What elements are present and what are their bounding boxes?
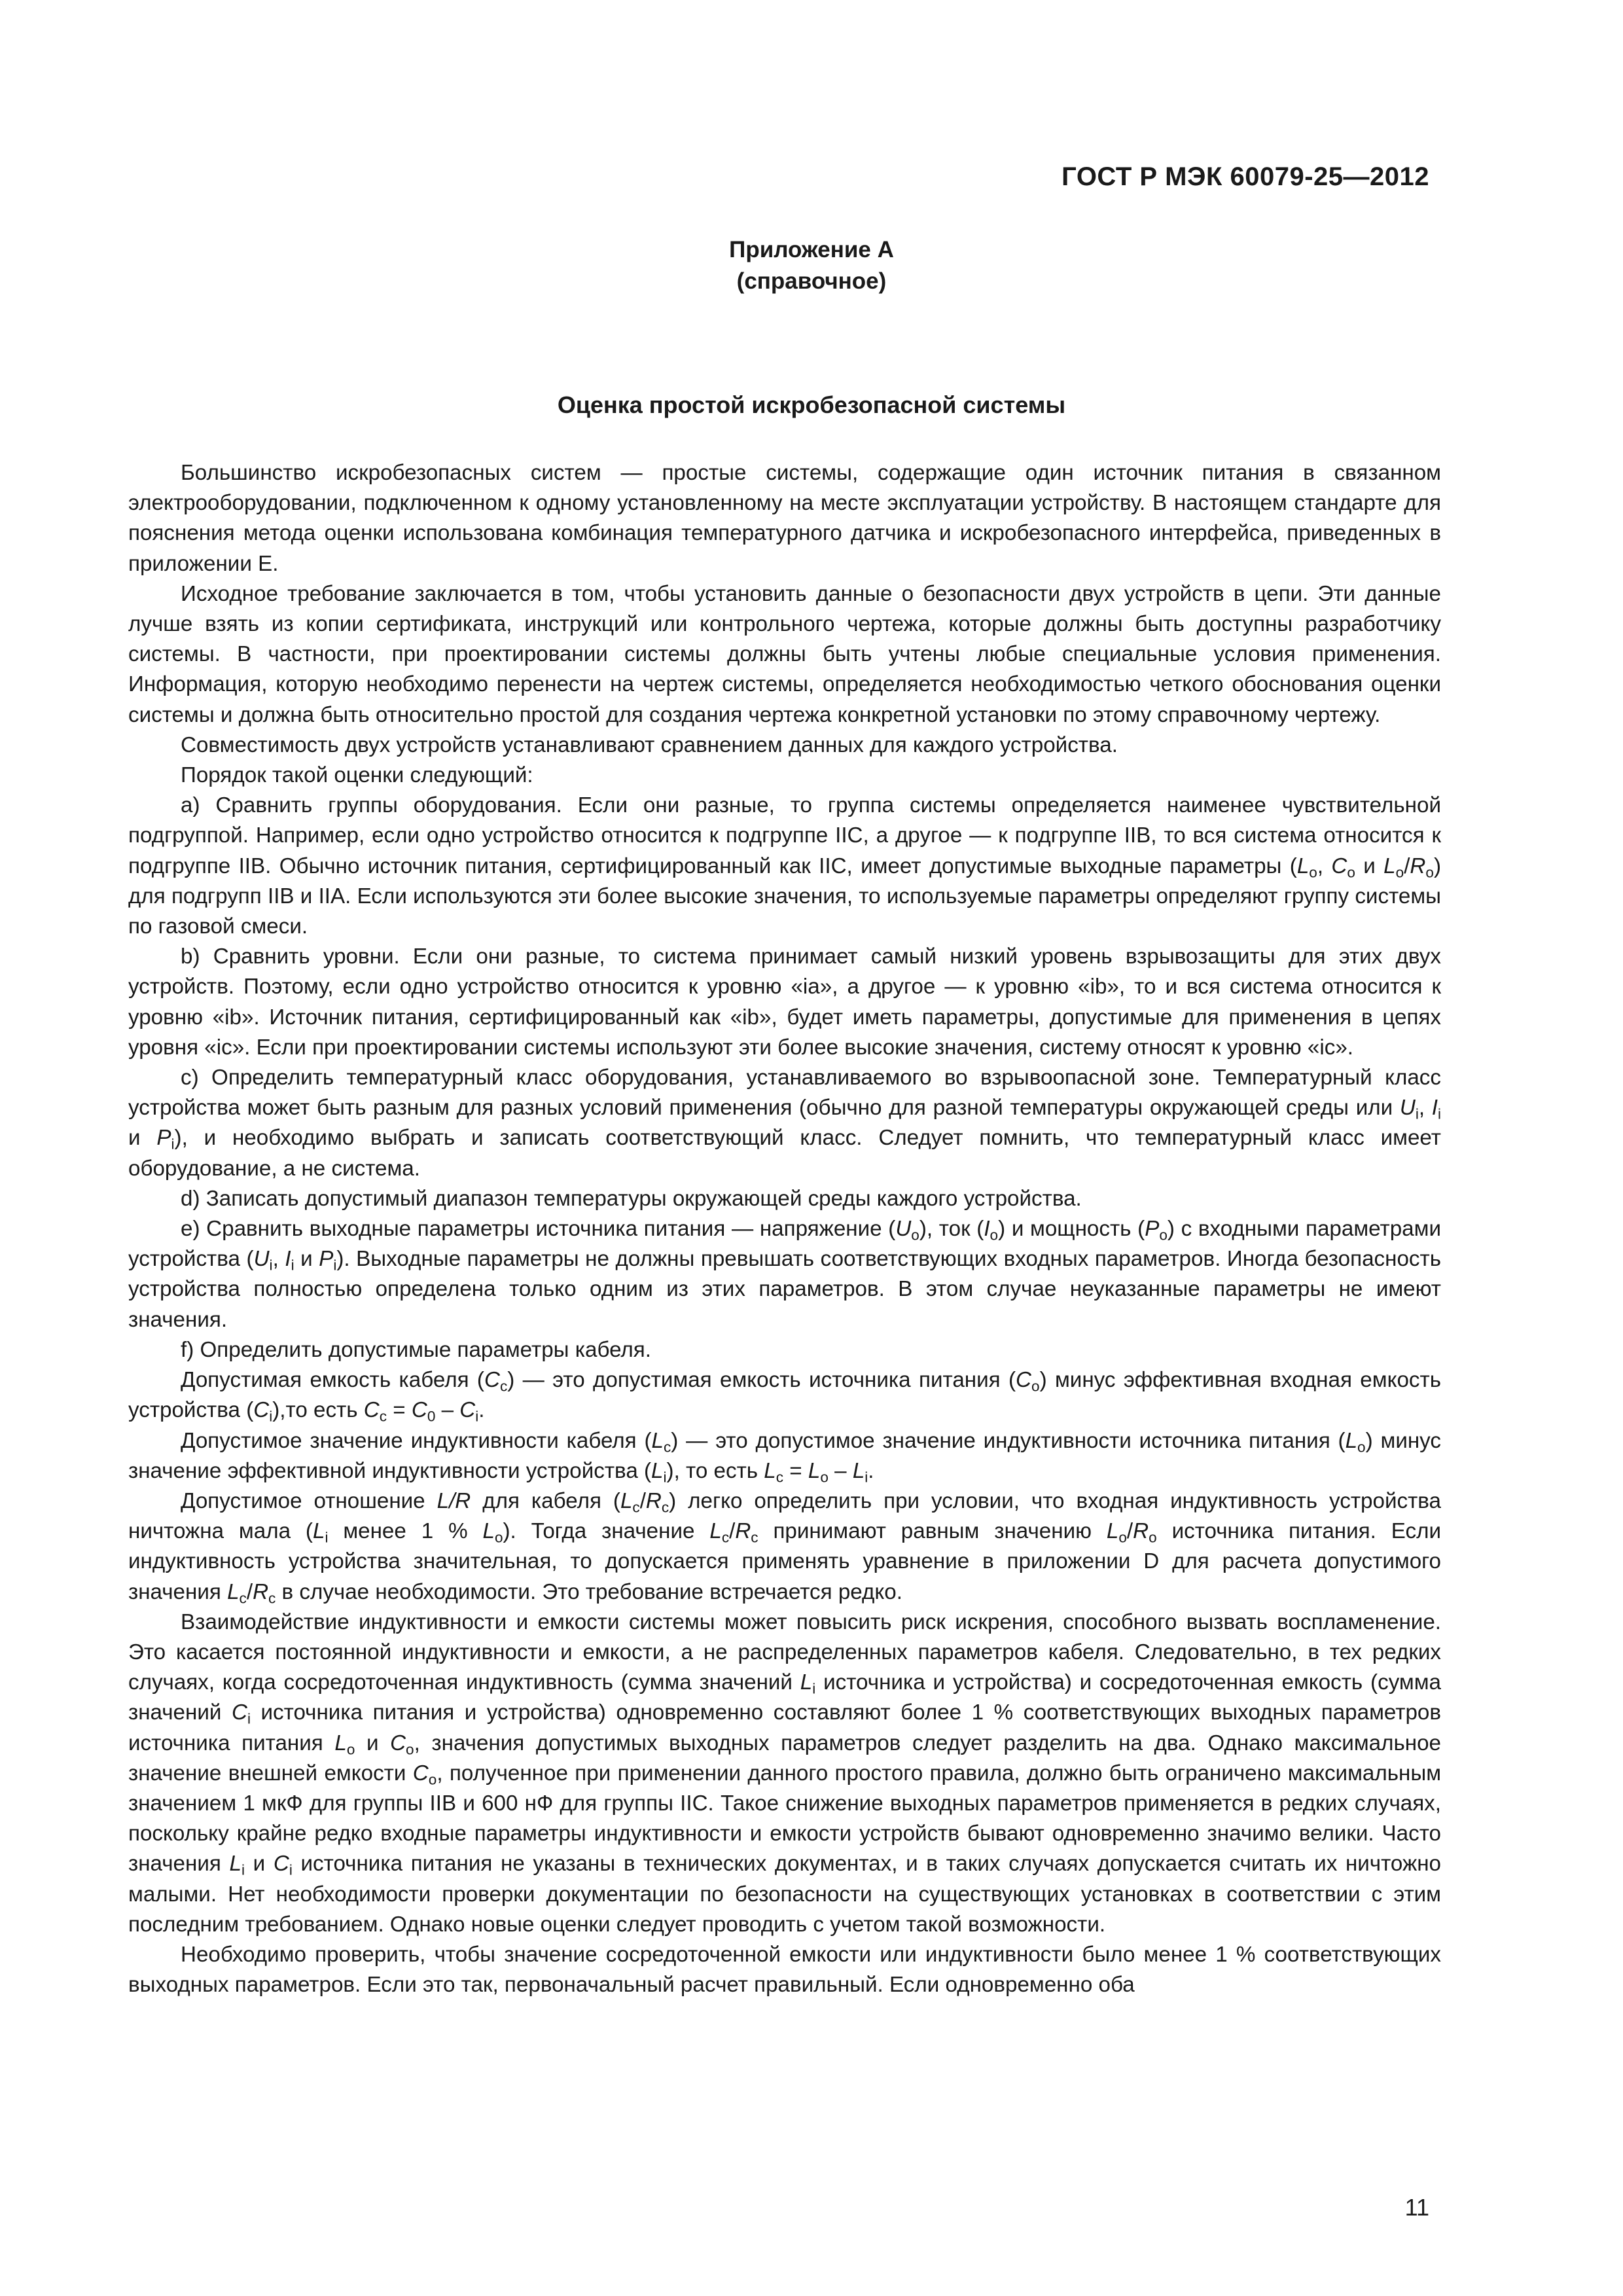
math-symbol: L	[1383, 853, 1396, 878]
math-symbol: P	[319, 1247, 334, 1272]
text-run: ) для подгрупп IIB и IIA. Если используются эти более высокие значения, то используемые параметры определяют группу системы по газовой смеси.	[128, 853, 1442, 939]
paragraph	[128, 1063, 1441, 1184]
text-run: источника питания не указаны в технических документах, и в таких случаях допускается считать их ничтожно малыми. Нет необходимости проверки документации по безопасности на существующих установках в соответствии с этим последним требованием. Однако новые оценки следует проводить с учетом такой возможности.	[128, 1852, 1441, 1937]
subscript: o	[1357, 1438, 1366, 1455]
math-symbol: I	[1431, 1096, 1438, 1121]
math-symbol: C	[231, 1700, 247, 1725]
text-run: для кабеля (	[471, 1488, 620, 1513]
math-symbol: C	[1016, 1368, 1031, 1393]
text-run: источника и устройства) и сосредоточенная емкость (сумма значений	[128, 1670, 1442, 1725]
math-symbol: L	[227, 1579, 240, 1604]
text-run: /	[1404, 853, 1410, 878]
math-symbol: L	[651, 1458, 664, 1483]
text-run: и	[245, 1852, 274, 1876]
subscript: i	[812, 1680, 816, 1697]
text-run: Допустимое отношение	[181, 1488, 437, 1513]
paragraph	[128, 791, 1441, 942]
text-run: /	[246, 1579, 253, 1604]
subscript: c	[239, 1589, 247, 1606]
subscript: i	[865, 1469, 868, 1486]
text-run: b) Сравнить уровни. Если они разные, то система принимает самый низкий уровень взрывозащиты для этих двух устройств. Поэтому, если одно устройство относится к уровню «ia», а другое — к уровню «ib», то и вся система относится к уровню «ib». Источник питания, сертифицированный как «ib», будет иметь параметры, допустимые для применения в цепях уровня «ic». Если при проектировании системы используют эти более высокие значения, систему относят к уровню «ic».	[128, 944, 1441, 1060]
text-run: /	[729, 1519, 736, 1544]
text-run: ) легко определить при условии, что входная индуктивность устройства ничтожна мала (	[128, 1488, 1442, 1544]
subscript: o	[346, 1740, 355, 1757]
math-symbol: L	[1106, 1519, 1119, 1544]
subscript: o	[911, 1227, 919, 1244]
paragraph	[128, 1214, 1441, 1335]
text-run: ),то есть	[272, 1398, 364, 1423]
subscript: o	[1031, 1378, 1040, 1395]
subscript: o	[1159, 1227, 1168, 1244]
subscript: i	[289, 1861, 293, 1878]
subscript: i	[475, 1408, 479, 1425]
text-run: , полученное при применении данного простого правила, должно быть ограничено максимальным значением 1 мкФ для группы IIB и 600 нФ для группы IIC. Такое снижение выходных параметров применяется в редких случаях, поскольку крайне редко входные параметры индуктивности и емкости устройств бывают одновременно значимо велики. Часто значения	[128, 1761, 1442, 1876]
text-run: =	[783, 1458, 808, 1483]
paragraph	[128, 458, 1441, 579]
text-run: =	[387, 1398, 412, 1423]
subscript: o	[1425, 863, 1434, 880]
subscript: i	[325, 1529, 329, 1546]
subscript: i	[663, 1469, 667, 1486]
text-run: источника питания и устройства) одновременно составляют более 1 % соответствующих выходных параметров источника питания	[128, 1700, 1441, 1755]
text-run: ), ток (	[919, 1217, 984, 1242]
math-symbol: C	[459, 1398, 476, 1423]
text-run: –	[435, 1398, 460, 1423]
subscript: i	[171, 1136, 175, 1153]
subscript: c	[268, 1589, 276, 1606]
math-symbol: L	[709, 1519, 722, 1544]
subscript: c	[661, 1499, 669, 1516]
math-symbol: C	[1331, 853, 1347, 878]
math-symbol: L	[1296, 853, 1310, 878]
subscript: c	[721, 1529, 730, 1546]
subscript: c	[632, 1499, 640, 1516]
text-run: источника питания. Если индуктивность устройства значительная, то допускается применять уравнение в приложении D для расчета допустимого значения	[128, 1519, 1441, 1604]
text-run: ) минус значение эффективной индуктивности устройства (	[128, 1428, 1441, 1483]
body-text	[128, 458, 1441, 2000]
math-symbol: L	[651, 1428, 664, 1453]
text-run: Допустимое значение индуктивности кабеля (	[181, 1428, 652, 1453]
subscript: c	[664, 1438, 671, 1455]
paragraph	[128, 730, 1441, 761]
math-symbol: P	[1145, 1217, 1160, 1242]
subscript: i	[247, 1710, 251, 1727]
text-run: ,	[1418, 1096, 1432, 1121]
subscript: i	[1437, 1105, 1441, 1122]
math-symbol: R	[253, 1579, 269, 1604]
paragraph	[128, 1607, 1441, 1940]
math-symbol: L	[852, 1458, 865, 1483]
text-run: ). Тогда значение	[503, 1519, 710, 1544]
text-run: Допустимая емкость кабеля (	[181, 1368, 484, 1393]
subscript: o	[428, 1771, 437, 1788]
math-symbol: L	[808, 1458, 821, 1483]
text-run: ) минус эффективная входная емкость устройства (	[128, 1368, 1441, 1423]
math-symbol: P	[156, 1126, 171, 1151]
subscript: o	[1118, 1529, 1127, 1546]
text-run: ), то есть	[666, 1458, 764, 1483]
text-run: .	[868, 1458, 874, 1483]
text-run: Большинство искробезопасных систем — простые системы, содержащие один источник питания в связанном электрооборудовании, подключенном к одному установленному на месте эксплуатации устройству. В настоящем стандарте для пояснения метода оценки использована комбинация температурного датчика и искробезопасного интерфейса, приведенных в приложении Е.	[128, 461, 1441, 576]
text-run: e) Сравнить выходные параметры источника питания — напряжение (	[181, 1217, 896, 1242]
math-symbol: L	[229, 1852, 241, 1876]
text-run: принимают равным значению	[758, 1519, 1107, 1544]
paragraph	[128, 579, 1441, 730]
math-symbol: U	[1399, 1096, 1416, 1121]
text-run: ). Выходные параметры не должны превышать соответствующих входных параметров. Иногда безопасность устройства полностью определена только одним из этих параметров. В этом случае неуказанные параметры не имеют значения.	[128, 1247, 1442, 1332]
text-run: .	[478, 1398, 485, 1423]
subscript: i	[241, 1861, 245, 1878]
text-run: а) Сравнить группы оборудования. Если они разные, то группа системы определяется наименее чувствительной подгруппой. Например, если одно устройство относится к подгруппе IIC, а другое — к подгруппе IIB, то вся система относится к подгруппе IIB. Обычно источник питания, сертифицированный как IIC, имеет допустимые выходные параметры (	[128, 793, 1441, 878]
subscript: i	[269, 1257, 273, 1274]
paragraph	[128, 1426, 1441, 1486]
text-run: Необходимо проверить, чтобы значение сосредоточенной емкости или индуктивности было менее 1 % соответствующих выходных параметров. Если это так, первоначальный расчет правильный. Если одновременно оба	[128, 1942, 1441, 1998]
subscript: o	[1149, 1529, 1157, 1546]
math-symbol: L	[482, 1519, 495, 1544]
text-run: ,	[1317, 853, 1332, 878]
text-run: ) — это допустимое значение индуктивности источника питания (	[671, 1428, 1346, 1453]
text-run: в случае необходимости. Это требование встречается редко.	[276, 1579, 902, 1604]
text-run: f) Определить допустимые параметры кабеля.	[181, 1337, 651, 1362]
text-run: менее 1 %	[328, 1519, 483, 1544]
math-symbol: C	[411, 1398, 427, 1423]
paragraph	[128, 942, 1441, 1063]
text-run: ) с входными параметрами устройства (	[128, 1217, 1441, 1272]
subscript: c	[776, 1469, 784, 1486]
text-run: ,	[272, 1247, 285, 1272]
text-run: Порядок такой оценки следующий:	[181, 763, 533, 788]
math-symbol: R	[1410, 853, 1426, 878]
text-run: Исходное требование заключается в том, чтобы установить данные о безопасности двух устройств в цепи. Эти данные лучше взять из копии сертификата, инструкций или контрольного чертежа, которые должны быть доступны разработчику системы. В частности, при проектировании системы должны быть учтены любые специальные условия применения. Информация, которую необходимо перенести на чертеж системы, определяется необходимостью четкого обоснования оценки системы и должна быть относительно простой для создания чертежа конкретной установки по этому справочному чертежу.	[128, 581, 1441, 727]
page-number: 11	[1404, 2194, 1429, 2221]
math-symbol: C	[390, 1731, 406, 1755]
math-symbol: C	[412, 1761, 429, 1785]
paragraph	[128, 1335, 1441, 1365]
text-run: –	[828, 1458, 853, 1483]
subscript: o	[1347, 863, 1355, 880]
paragraph	[128, 1365, 1441, 1426]
text-run: /	[639, 1488, 646, 1513]
subscript: o	[820, 1469, 829, 1486]
math-symbol: L/R	[437, 1488, 471, 1513]
subscript: o	[494, 1529, 503, 1546]
math-symbol: C	[253, 1398, 270, 1423]
math-symbol: C	[363, 1398, 380, 1423]
subscript: c	[499, 1378, 508, 1395]
math-symbol: U	[895, 1217, 912, 1242]
math-symbol: L	[312, 1519, 325, 1544]
annex-heading	[0, 234, 1623, 297]
math-symbol: R	[1133, 1519, 1149, 1544]
subscript: c	[751, 1529, 758, 1546]
math-symbol: L	[334, 1731, 347, 1755]
subscript: i	[269, 1408, 273, 1425]
paragraph	[128, 761, 1441, 791]
text-run: Взаимодействие индуктивности и емкости системы может повысить риск искрения, способного вызвать воспламенение. Это касается постоянной индуктивности и емкости, а не распределенных параметров кабеля. Следовательно, в тех редких случаях, когда сосредоточенная индуктивность (сумма значений	[128, 1609, 1441, 1695]
math-symbol: L	[1345, 1428, 1358, 1453]
subscript: i	[291, 1257, 294, 1274]
subscript: c	[379, 1408, 387, 1425]
text-run: , значения допустимых выходных параметров следует разделить на два. Однако максимальное значение внешней емкости	[128, 1731, 1442, 1785]
text-run: и	[128, 1126, 157, 1151]
text-run: и	[294, 1247, 319, 1272]
math-symbol: R	[735, 1519, 751, 1544]
subscript: 0	[427, 1408, 436, 1425]
subscript: o	[1309, 863, 1317, 880]
paragraph	[128, 1940, 1441, 2000]
text-run: ), и необходимо выбрать и записать соответствующий класс. Следует помнить, что температурный класс имеет оборудование, а не система.	[128, 1126, 1441, 1181]
section-title: Оценка простой искробезопасной системы	[557, 391, 1066, 418]
math-symbol: L	[764, 1458, 776, 1483]
paragraph	[128, 1486, 1441, 1607]
text-run: и	[355, 1731, 391, 1755]
subscript: o	[990, 1227, 999, 1244]
text-run: Совместимость двух устройств устанавливают сравнением данных для каждого устройства.	[181, 732, 1118, 757]
math-symbol: I	[285, 1247, 291, 1272]
math-symbol: I	[984, 1217, 990, 1242]
text-run: и	[1355, 853, 1384, 878]
text-run: c) Определить температурный класс оборудования, устанавливаемого во взрывоопасной зоне. Температурный класс устройства может быть разным для разных условий применения (обычно для разной температуры окружающей среды или	[128, 1066, 1441, 1121]
text-run: /	[1126, 1519, 1133, 1544]
text-run: ) — это допустимая емкость источника питания (	[507, 1368, 1016, 1393]
text-run: d) Записать допустимый диапазон температуры окружающей среды каждого устройства.	[181, 1186, 1082, 1211]
subscript: i	[333, 1257, 337, 1274]
text-run: ) и мощность (	[998, 1217, 1145, 1242]
document-code: ГОСТ Р МЭК 60079-25—2012	[1061, 162, 1429, 191]
math-symbol: U	[253, 1247, 270, 1272]
annex-subtitle: (справочное)	[736, 268, 887, 294]
math-symbol: R	[645, 1488, 662, 1513]
math-symbol: L	[800, 1670, 813, 1695]
math-symbol: L	[620, 1488, 633, 1513]
math-symbol: C	[484, 1368, 500, 1393]
subscript: i	[1415, 1105, 1419, 1122]
math-symbol: C	[273, 1852, 289, 1876]
subscript: o	[406, 1740, 414, 1757]
annex-title: Приложение А	[729, 237, 894, 262]
subscript: o	[1395, 863, 1404, 880]
paragraph	[128, 1184, 1441, 1214]
